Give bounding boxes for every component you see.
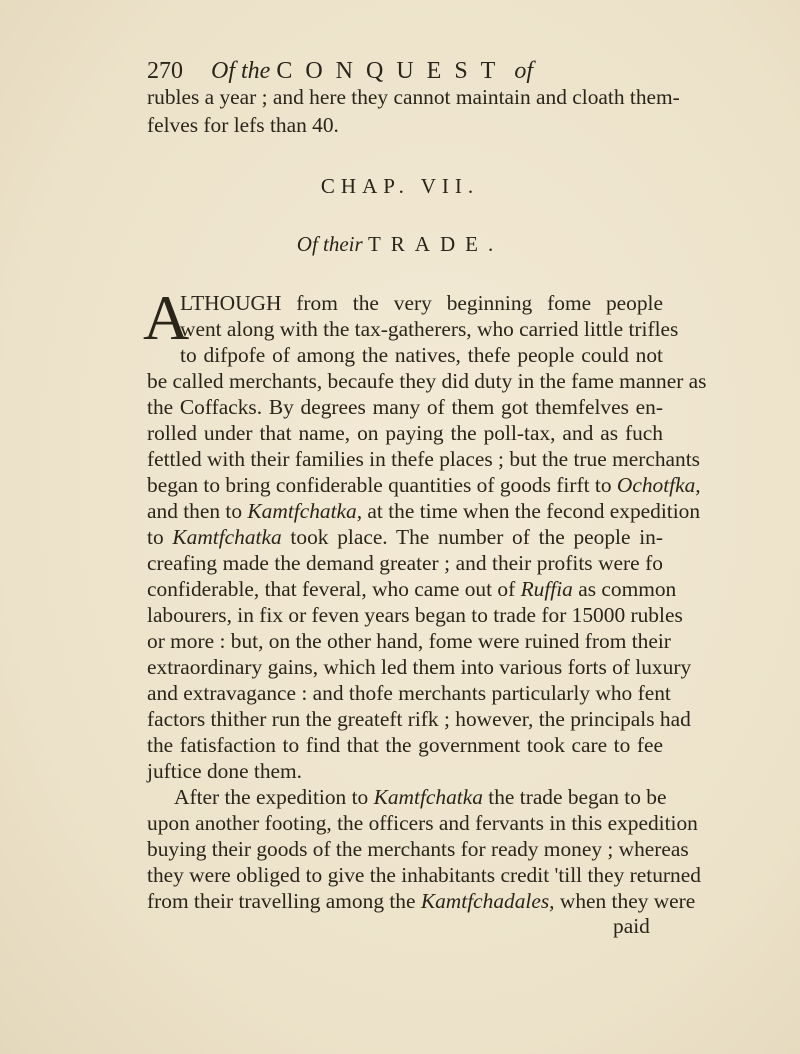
- text-line: [147, 888, 696, 914]
- text-run: and then to: [147, 499, 248, 523]
- text-line: LTHOUGH from the very beginning fome people: [180, 291, 663, 315]
- text-line: be called merchants, becaufe they did duty in the fame manner as: [147, 369, 707, 393]
- text-line: to difpofe of among the natives, thefe people could not: [180, 343, 663, 367]
- text-line: [174, 784, 667, 810]
- text-line: or more : but, on the other hand, fome were ruined from their: [147, 629, 671, 653]
- text-run: to: [147, 525, 173, 549]
- text-line: they were obliged to give the inhabitants credit 'till they returned: [147, 863, 701, 887]
- text-run-italic: Kamtfchatka: [172, 525, 282, 549]
- text-run-italic: Kamtfchatka,: [247, 499, 363, 523]
- text-run: took place. The number of the people in-: [281, 525, 663, 549]
- text-run: from their travelling among the: [147, 889, 421, 913]
- chapter-heading: CHAP. VII.: [320, 174, 480, 198]
- text-run: began to bring confiderable quantities of goods firft to: [147, 473, 617, 497]
- text-line: felves for lefs than 40.: [147, 113, 339, 137]
- text-line: the fatisfaction to find that the government took care to fee: [147, 733, 663, 757]
- text-line: [147, 524, 663, 550]
- subtitle-italic: Of their: [296, 232, 363, 256]
- text-run: at the time when the fecond expedition: [362, 499, 701, 523]
- text-run-italic: Kamtfchatka: [373, 785, 483, 809]
- text-line: rubles a year ; and here they cannot maintain and cloath them-: [147, 85, 680, 109]
- text-line: fettled with their families in thefe places ; but the true merchants: [147, 447, 700, 471]
- text-line: buying their goods of the merchants for ready money ; whereas: [147, 837, 689, 861]
- running-header: [147, 58, 667, 85]
- text-line: and extravagance : and thofe merchants particularly who fent: [147, 681, 671, 705]
- text-line: [147, 498, 701, 524]
- text-line: upon another footing, the officers and fervants in this expedition: [147, 811, 698, 835]
- text-line: rolled under that name, on paying the poll-tax, and as fuch: [147, 421, 663, 445]
- drop-cap: A: [143, 282, 190, 353]
- header-the: the: [241, 58, 271, 84]
- text-run: confiderable, that feveral, who came out of: [147, 577, 521, 601]
- text-run: when they were: [554, 889, 696, 913]
- header-title: CONQUEST: [276, 58, 509, 84]
- text-line: [147, 576, 677, 602]
- text-line: went along with the tax-gatherers, who carried little trifles: [180, 317, 679, 341]
- text-run: the trade began to be: [482, 785, 667, 809]
- text-run-italic: Kamtfchadales,: [420, 889, 555, 913]
- text-line: juftice done them.: [147, 759, 303, 783]
- header-of-end: of: [514, 58, 534, 84]
- text-line: creafing made the demand greater ; and their profits were fo: [147, 551, 663, 575]
- catchword: paid: [613, 914, 650, 938]
- text-run-italic: Ruffia: [520, 577, 573, 601]
- text-line: extraordinary gains, which led them into various forts of luxury: [147, 655, 692, 679]
- text-run: as common: [572, 577, 677, 601]
- text-line: labourers, in fix or feven years began to trade for 15000 rubles: [147, 603, 683, 627]
- text-line: [147, 472, 701, 498]
- header-of: Of: [211, 58, 235, 84]
- text-run: After the expedition to: [174, 785, 374, 809]
- text-line: factors thither run the greateft rifk ; however, the principals had: [147, 707, 691, 731]
- subtitle-caps: TRADE.: [367, 232, 504, 256]
- text-run-italic: Ochotfka,: [616, 473, 701, 497]
- chapter-subtitle: [0, 232, 800, 257]
- page-number: 270: [147, 58, 183, 84]
- text-line: the Coffacks. By degrees many of them got themfelves en-: [147, 395, 663, 419]
